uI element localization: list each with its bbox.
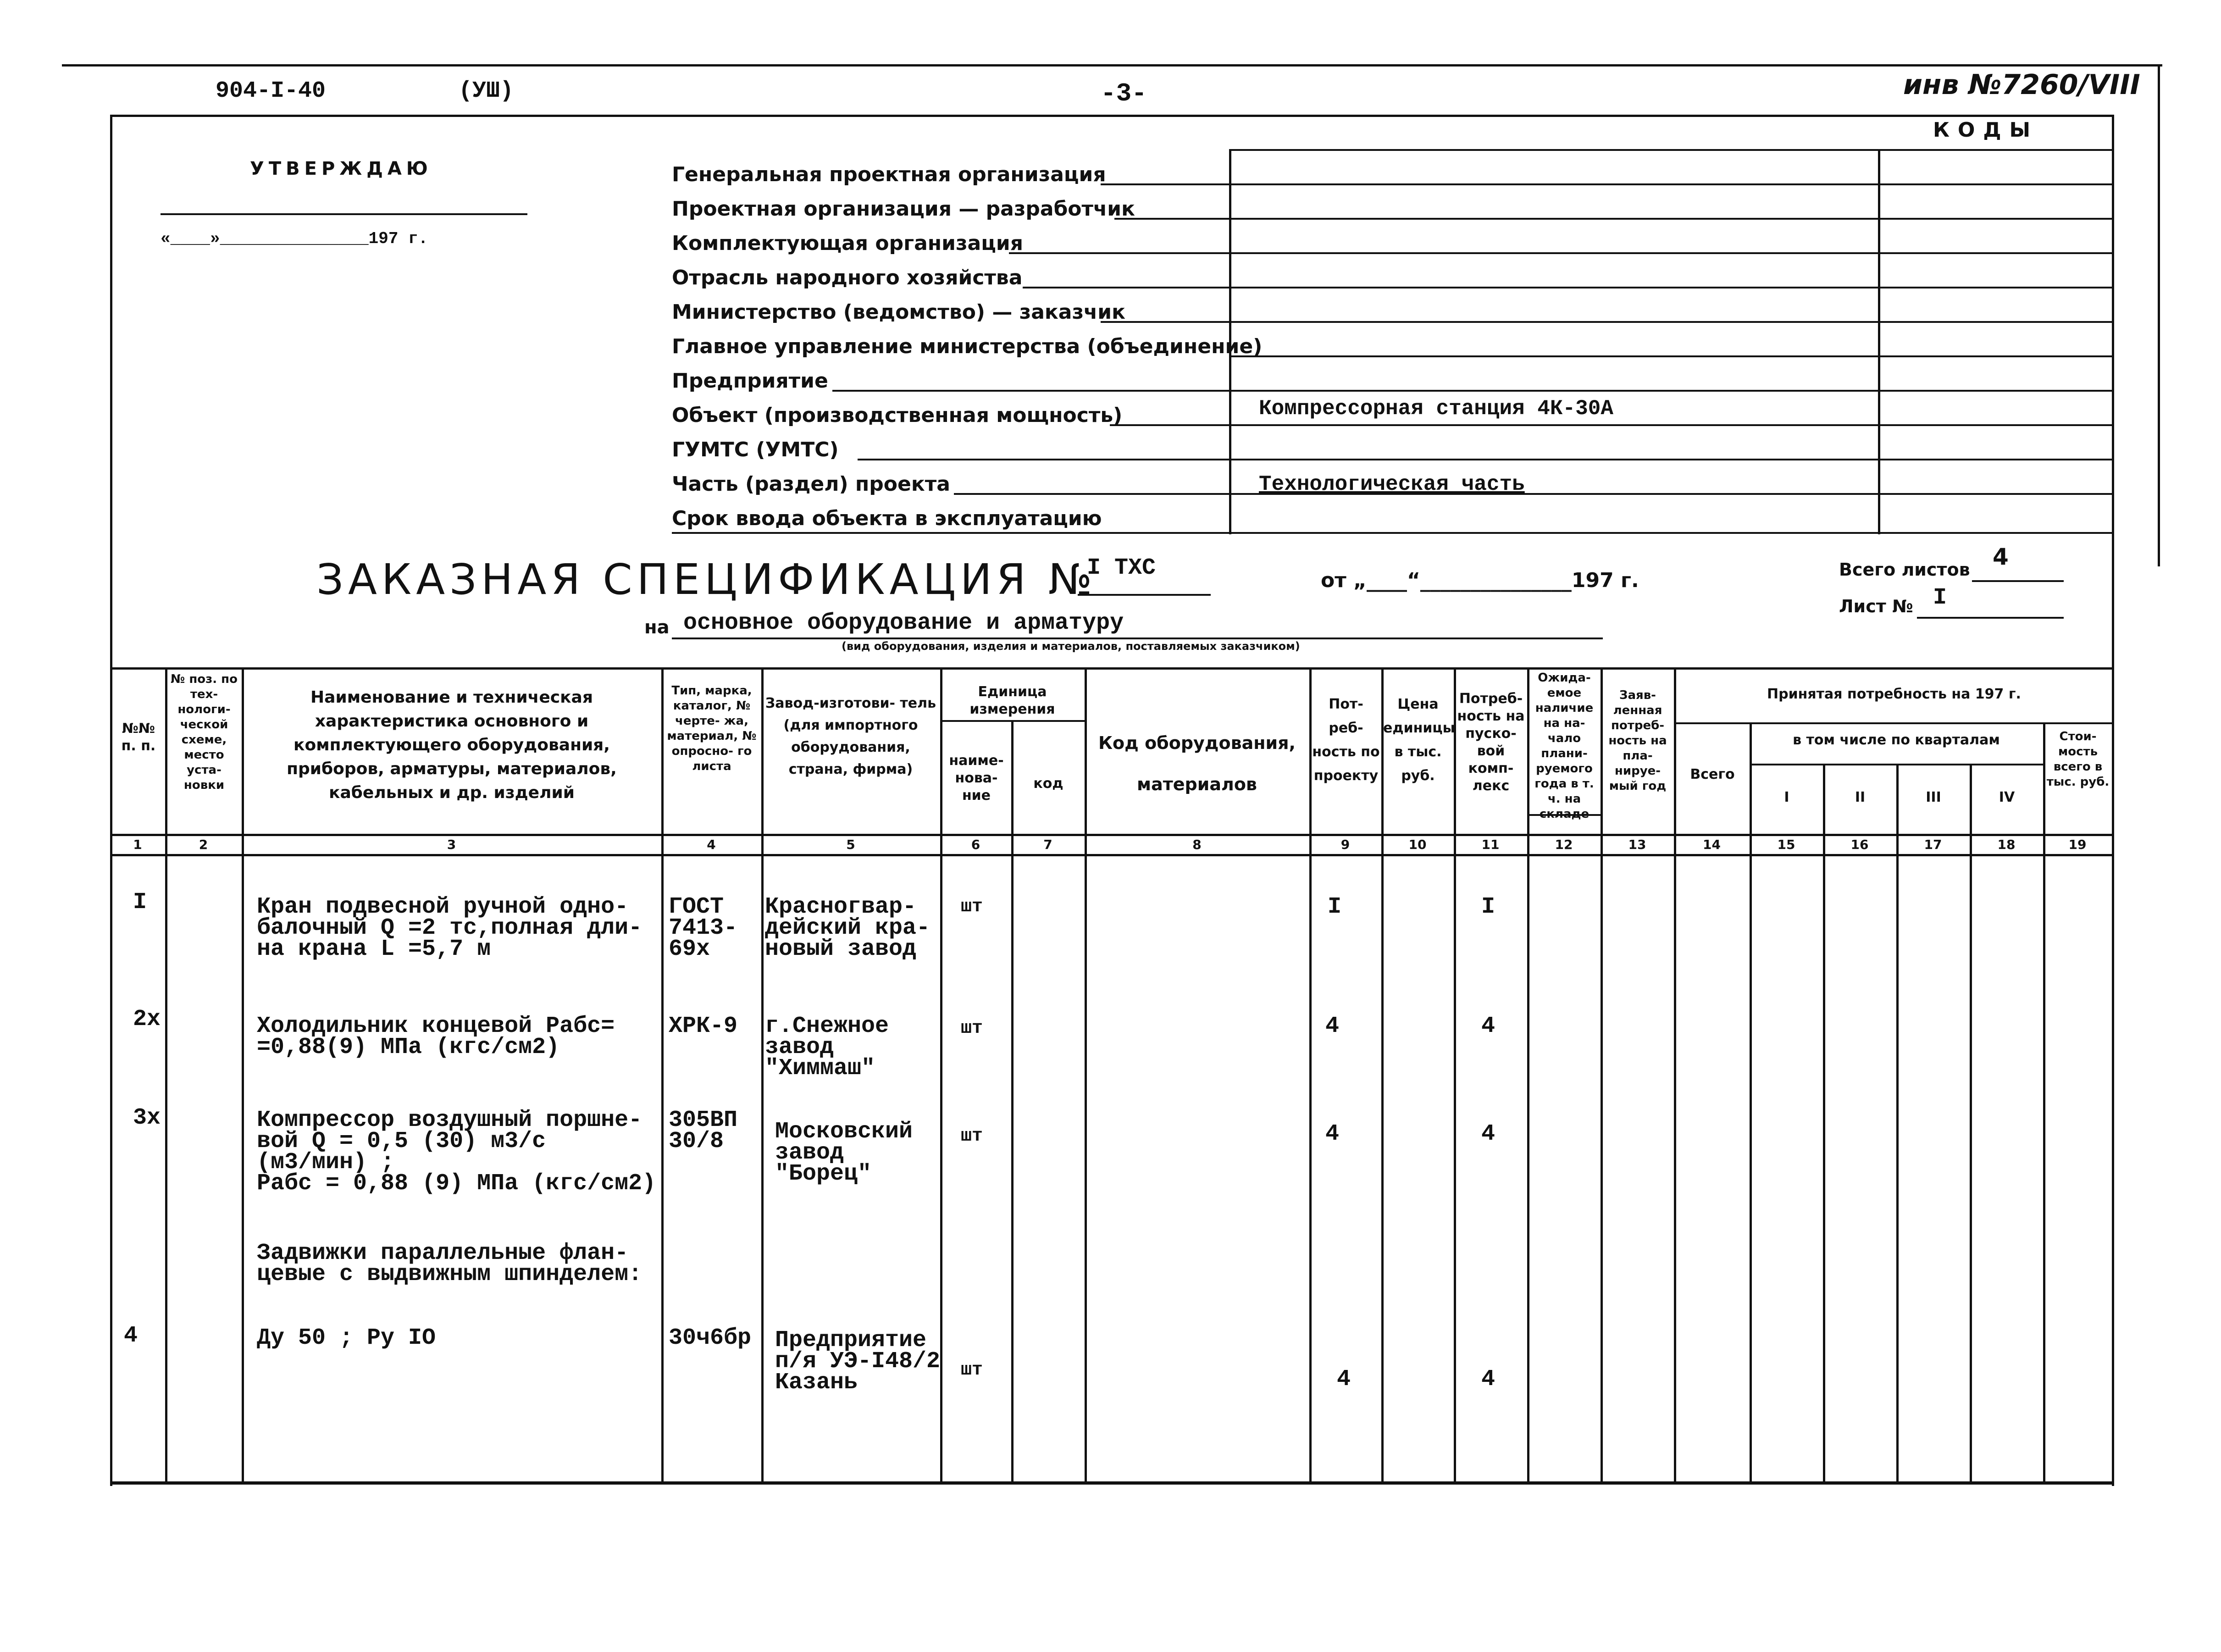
colnum-10: 10 [1408,837,1427,852]
table-row: Ду 50 ; Ру IО [257,1325,436,1351]
colnum-4: 4 [707,837,716,852]
header-col11: Потреб- ность на пуско- вой комп- лекс [1457,691,1525,794]
table-row: 2х [133,1006,161,1032]
approval-signature-line [161,213,527,215]
colnum-18: 18 [1997,837,2016,852]
colnum-15: 15 [1777,837,1795,852]
header-col10: Цена единицы в тыс. руб. [1383,696,1455,784]
header-col8: Код оборудования, материалов [1098,733,1296,794]
codes-title: КОДЫ [1933,118,2039,142]
header-col2: № поз. по тех- нологи- ческой схеме, место уста- новки [170,672,238,792]
col-divider [661,667,664,1484]
table-row: 305ВП 30/8 [669,1107,738,1154]
on-value: основное оборудование и арматуру [683,610,1124,636]
frame-right [2112,115,2114,1486]
table-row: г.Снежное завод "Химмаш" [765,1013,889,1081]
header-col4: Тип, марка, каталог, № черте- жа, материал, № опросно- го листа [667,684,757,773]
table-row: ГОСТ 7413- 69х [669,894,738,962]
col-divider [2043,722,2045,1484]
page-number: -3- [1101,79,1147,108]
table-row: I [1481,894,1495,920]
org-line-9 [858,459,2112,460]
table-row: Холодильник концевой Рабс= =0,88(9) МПа (кгс/см2) [257,1013,615,1060]
quarters-sub-line [1750,764,2043,765]
colnum-6: 6 [971,837,980,852]
org-label-commissioning: Срок ввода объекта в эксплуатацию [672,507,1102,530]
colnum-1: 1 [133,837,142,852]
table-row: 4 [1325,1121,1340,1147]
org-line-1 [1101,183,2112,185]
table-row: I [133,889,147,915]
table-row: 30ч6бр [669,1325,752,1351]
sheet-value: I [1933,585,1947,611]
org-label-main-department: Главное управление министерства (объединение) [672,335,1263,358]
unit-sub-line [940,720,1085,722]
org-label-general: Генеральная проектная организация [672,163,1106,186]
table-row: шт [961,1360,983,1380]
right-border [2158,64,2160,566]
on-caption: (вид оборудования, изделия и материалов, поставляемых заказчиком) [842,640,1300,653]
col-divider [1011,720,1014,1484]
org-line-6 [1229,355,2112,357]
org-line-4 [1023,287,2112,288]
approval-date: «____»_______________197 г. [161,229,428,248]
col-divider [1674,667,1676,1484]
colnum-3: 3 [447,837,456,852]
org-row-line [1229,149,2112,151]
table-row: Красногвар- дейский кра- новый завод [765,894,930,962]
spec-date: от „____“_______________197 г. [1321,569,1639,592]
colnum-12: 12 [1555,837,1573,852]
org-label-project-part: Часть (раздел) проекта [672,472,950,496]
org-line-3 [1009,252,2112,254]
table-row: Предприятие п/я УЭ-I48/2 Казань [775,1327,941,1396]
colnum-8: 8 [1192,837,1202,852]
frame-left [110,115,112,1486]
header-bottom-line [110,834,2114,836]
org-label-enterprise: Предприятие [672,369,828,393]
table-row: Компрессор воздушный поршне- вой Q = 0,5 (30) м3/с (м3/мин) ; Рабс = 0,88 (9) МПа (кгс/см2) [257,1107,656,1197]
org-line-10 [954,493,2112,495]
header-col13: Заяв- ленная потреб- ность на пла- нируе- мый год [1608,688,1667,793]
table-row: шт [961,897,983,917]
table-row: шт [961,1126,983,1147]
table-row: 4 [1481,1013,1495,1039]
colnum-17: 17 [1924,837,1942,852]
spec-number: I ТХС [1087,555,1156,581]
table-row: Московский завод "Борец" [775,1119,913,1187]
colnum-bottom-line [110,854,2114,856]
table-row: 4 [1481,1366,1495,1392]
header-unit: Единица измерения [969,684,1055,717]
col-divider [242,667,244,1484]
sheet-line [1917,617,2064,619]
header-col5: Завод-изготови- тель (для импортного оборудования, страна, фирма) [765,695,936,777]
total-sheets-value: 4 [1993,543,2009,570]
org-label-gumts: ГУМТС (УМТС) [672,438,839,461]
org-line-5 [1101,321,2112,323]
colnum-19: 19 [2068,837,2087,852]
org-value-codes-divider [1878,149,1880,534]
colnum-5: 5 [846,837,855,852]
table-row: Кран подвесной ручной одно- балочный Q =2 тс,полная дли- на крана L =5,7 м [257,894,642,962]
on-line [672,638,1603,639]
colnum-16: 16 [1850,837,1869,852]
col-divider [1750,722,1752,1484]
colnum-14: 14 [1703,837,1721,852]
colnum-13: 13 [1628,837,1646,852]
inventory-number: инв №7260/VIII [1903,69,2140,101]
total-sheets-label: Всего листов [1839,560,1970,580]
table-row: ХРК-9 [669,1013,738,1039]
header-col18: IV [1999,789,2015,805]
header-col1: №№ п. п. [121,721,156,754]
org-label-completing: Комплектующая организация [672,232,1023,255]
header-col16: II [1855,789,1866,805]
frame-top [110,115,2114,117]
colnum-9: 9 [1340,837,1350,852]
org-value-object: Компрессорная станция 4К-30А [1259,397,1613,421]
org-line-2 [1114,218,2112,220]
top-border [62,64,2162,67]
table-row: 4 [1325,1013,1340,1039]
header-col12: Ожида- емое наличие на на- чало плани- руемого года в т. ч. на складе [1534,671,1594,821]
header-col15: I [1784,789,1789,805]
table-row: Задвижки параллельные флан- цевые с выдвижным шпинделем: [257,1240,642,1287]
header-quarters: в том числе по кварталам [1793,732,2000,748]
table-row: 3х [133,1105,161,1131]
table-top-line [110,667,2114,670]
table-bottom-line [110,1481,2114,1485]
org-line-8 [1110,424,2112,426]
col-divider [761,667,764,1484]
col-divider [1970,764,1972,1484]
sheet-label: Лист № [1839,596,1913,616]
total-sheets-line [1972,580,2064,582]
header-col3: Наименование и техническая характеристика основного и комплектующего оборудования, приборов, арматуры, материалов, кабельных и др. изделий [287,688,617,802]
org-value-project-part: Технологическая часть [1259,472,1525,496]
accepted-sub-line [1674,722,2112,724]
table-row: I [1328,894,1342,920]
spec-number-line [1078,594,1211,596]
org-label-ministry: Министерство (ведомство) — заказчик [672,300,1125,324]
table-row: 4 [1481,1121,1495,1147]
header-col9: Пот- реб- ность по проекту [1312,696,1380,784]
header-col17: III [1926,789,1941,805]
org-label-developer: Проектная организация — разработчик [672,197,1135,221]
volume-label: (УШ) [459,78,514,104]
table-row: шт [961,1018,983,1039]
doc-code: 904-I-40 [216,78,326,104]
header-col6: наиме- нова- ние [949,753,1004,804]
header-accepted: Принятая потребность на 197 г. [1767,686,2021,702]
col-divider [1823,764,1825,1484]
col-divider [1896,764,1899,1484]
colnum-2: 2 [199,837,208,852]
col-divider [1309,667,1312,1484]
table-row: 4 [1337,1366,1351,1392]
org-bottom-line [672,532,2112,534]
org-label-industry: Отрасль народного хозяйства [672,266,1023,289]
header-col19: Стои- мость всего в тыс. руб. [2046,730,2110,789]
col-divider [1381,667,1384,1484]
spec-title: ЗАКАЗНАЯ СПЕЦИФИКАЦИЯ № [316,555,1097,604]
org-label-object: Объект (производственная мощность) [672,404,1123,427]
header-col14: Всего [1690,766,1735,782]
on-label: на [644,617,670,638]
org-line-7 [832,390,2112,392]
header-col7: код [1033,776,1063,792]
table-row: 4 [124,1323,138,1349]
approval-title: УТВЕРЖДАЮ [250,158,432,179]
colnum-7: 7 [1043,837,1052,852]
colnum-11: 11 [1481,837,1500,852]
